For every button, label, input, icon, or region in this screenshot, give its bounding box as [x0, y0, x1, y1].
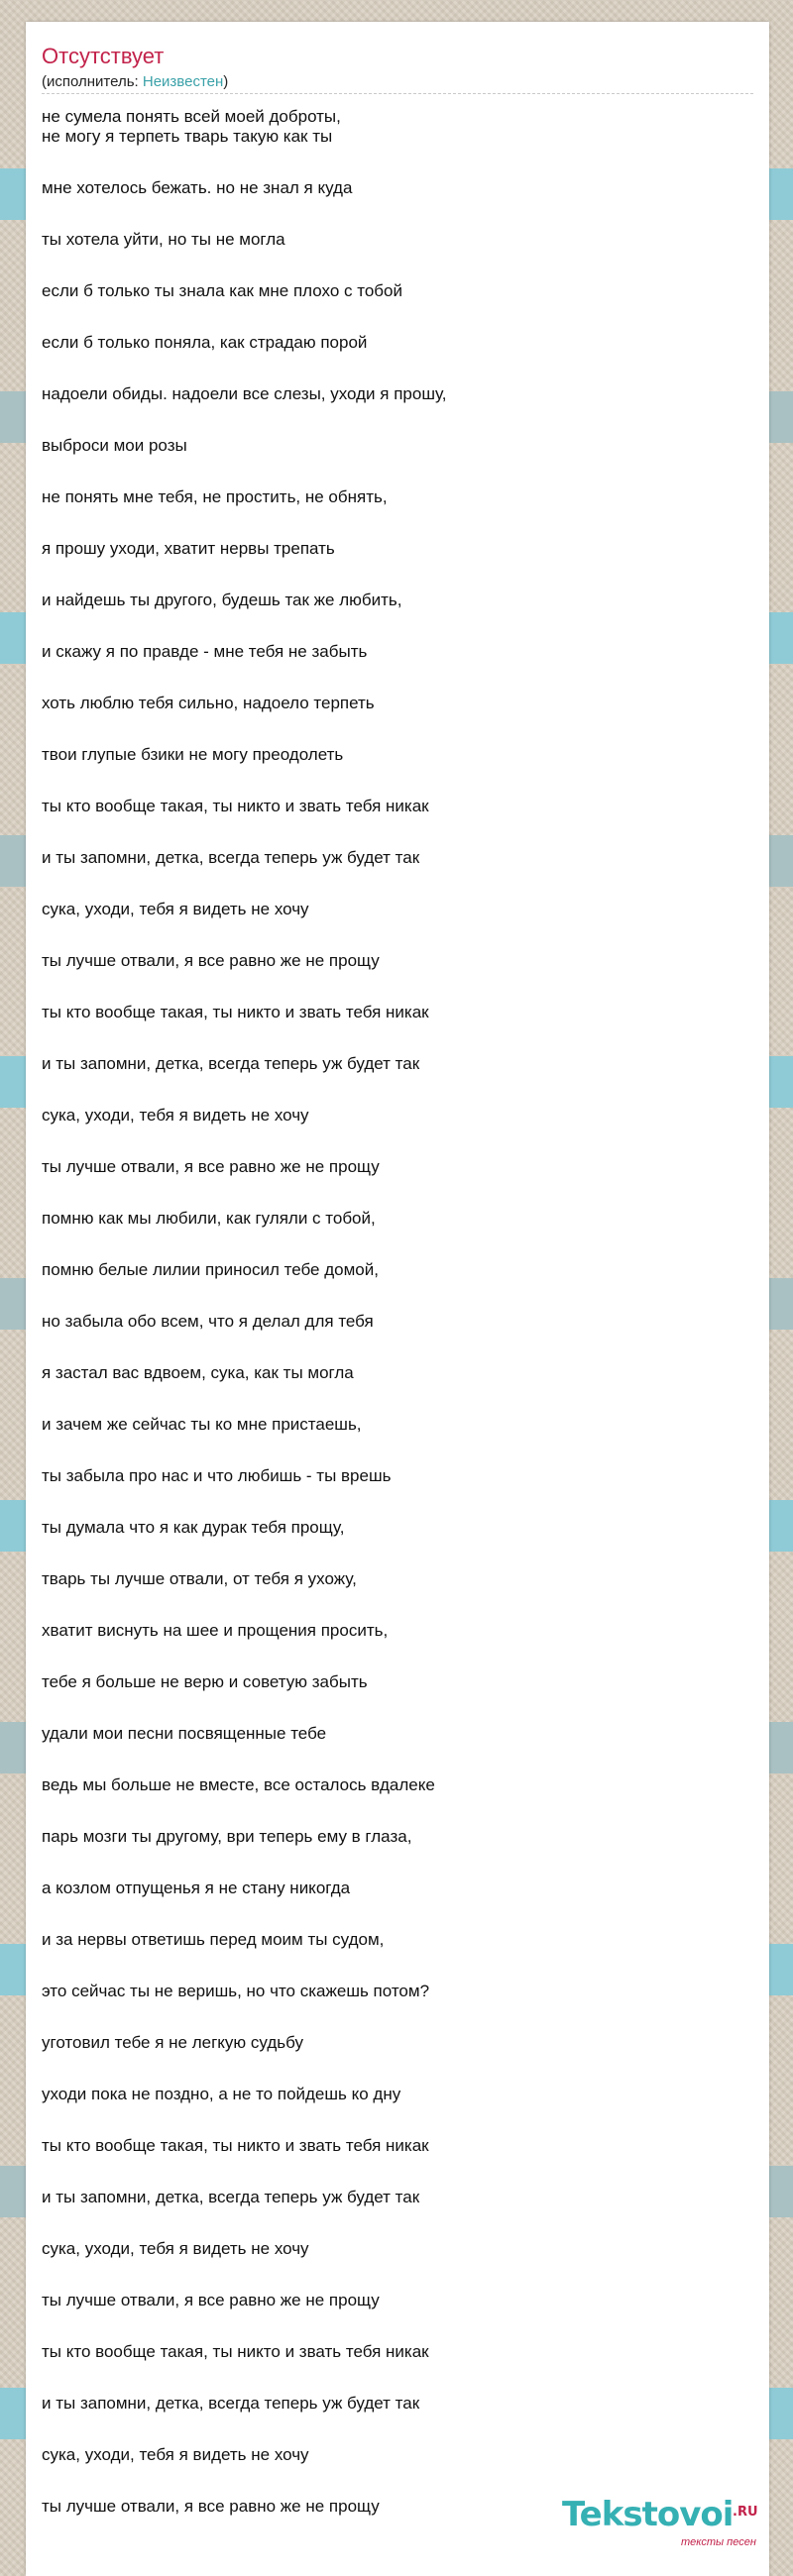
lyric-line: твои глупые бзики не могу преодолеть [42, 745, 344, 764]
lyric-line: выброси мои розы [42, 436, 187, 455]
lyric-line: ты лучше отвали, я все равно же не прощу [42, 951, 380, 970]
lyric-line: и ты запомни, детка, всегда теперь уж будет так [42, 2394, 420, 2413]
lyric-line: и ты запомни, детка, всегда теперь уж будет так [42, 1054, 420, 1073]
lyric-line: если б только ты знала как мне плохо с тобой [42, 281, 402, 300]
lyric-line: ты лучше отвали, я все равно же не прощу [42, 2291, 380, 2309]
lyric-line: уготовил тебе я не легкую судьбу [42, 2033, 303, 2052]
lyric-line: я прошу уходи, хватит нервы трепать [42, 539, 335, 558]
lyric-line: помню белые лилии приносил тебе домой, [42, 1260, 379, 1279]
lyric-line: тебе я больше не верю и советую забыть [42, 1672, 368, 1691]
lyric-line: а козлом отпущенья я не стану никогда [42, 1878, 351, 1897]
lyric-line: помню как мы любили, как гуляли с тобой, [42, 1209, 376, 1228]
lyric-line: но забыла обо всем, что я делал для тебя [42, 1312, 374, 1331]
lyric-line: если б только поняла, как страдаю порой [42, 333, 368, 352]
artist-suffix: ) [223, 73, 229, 90]
lyric-line: сука, уходи, тебя я видеть не хочу [42, 2239, 309, 2258]
lyric-line: и скажу я по правде - мне тебя не забыть [42, 642, 368, 661]
lyrics-body [42, 107, 753, 2548]
lyric-line: ты лучше отвали, я все равно же не прощу [42, 2497, 380, 2516]
lyric-line: и зачем же сейчас ты ко мне пристаешь, [42, 1415, 362, 1434]
lyric-line: ты лучше отвали, я все равно же не прощу [42, 1157, 380, 1176]
lyric-line: сука, уходи, тебя я видеть не хочу [42, 1106, 309, 1125]
artist-link[interactable]: Неизвестен [142, 73, 224, 90]
lyric-line: ты хотела уйти, но ты не могла [42, 230, 285, 249]
lyric-line: и за нервы ответишь перед моим ты судом, [42, 1930, 385, 1949]
lyric-line: мне хотелось бежать. но не знал я куда [42, 178, 353, 197]
lyric-line: уходи пока не поздно, а не то пойдешь ко дну [42, 2085, 401, 2103]
lyric-line: не сумела понять всей моей доброты, не могу я терпеть тварь такую как ты [42, 107, 341, 146]
lyric-line: я застал вас вдвоем, сука, как ты могла [42, 1363, 354, 1382]
artist-line [42, 73, 228, 90]
lyric-line: сука, уходи, тебя я видеть не хочу [42, 900, 309, 918]
lyric-line: ты кто вообще такая, ты никто и звать тебя никак [42, 797, 429, 815]
logo-tld: .RU [733, 2505, 758, 2520]
lyric-line: хватит виснуть на шее и прощения просить, [42, 1621, 389, 1640]
lyric-line: сука, уходи, тебя я видеть не хочу [42, 2445, 309, 2464]
lyric-line: надоели обиды. надоели все слезы, уходи я прошу, [42, 384, 447, 403]
logo-subtitle: тексты песен [681, 2536, 756, 2548]
lyric-line: и найдешь ты другого, будешь так же любить, [42, 590, 402, 609]
lyric-line: ты кто вообще такая, ты никто и звать тебя никак [42, 2342, 429, 2361]
lyric-line: не понять мне тебя, не простить, не обнять, [42, 487, 388, 506]
song-title: Отсутствует [42, 44, 165, 68]
lyric-line: тварь ты лучше отвали, от тебя я ухожу, [42, 1569, 357, 1588]
lyric-line: ты кто вообще такая, ты никто и звать тебя никак [42, 1003, 429, 1021]
logo-text: Tekstovoi [562, 2495, 734, 2534]
lyrics-card [26, 22, 769, 2576]
lyric-line: это сейчас ты не веришь, но что скажешь потом? [42, 1982, 430, 2000]
lyric-line: ты думала что я как дурак тебя прощу, [42, 1518, 345, 1537]
lyric-line: и ты запомни, детка, всегда теперь уж будет так [42, 848, 420, 867]
artist-prefix: (исполнитель: [42, 73, 143, 90]
lyric-line: удали мои песни посвященные тебе [42, 1724, 327, 1743]
divider [42, 93, 753, 94]
lyric-line: парь мозги ты другому, ври теперь ему в глаза, [42, 1827, 412, 1846]
lyric-line: ведь мы больше не вместе, все осталось вдалеке [42, 1775, 435, 1794]
lyric-line: и ты запомни, детка, всегда теперь уж будет так [42, 2188, 420, 2206]
lyric-line: ты забыла про нас и что любишь - ты врешь [42, 1466, 392, 1485]
lyric-line: ты кто вообще такая, ты никто и звать тебя никак [42, 2136, 429, 2155]
site-logo[interactable] [562, 2495, 760, 2556]
lyric-line: хоть люблю тебя сильно, надоело терпеть [42, 694, 375, 712]
